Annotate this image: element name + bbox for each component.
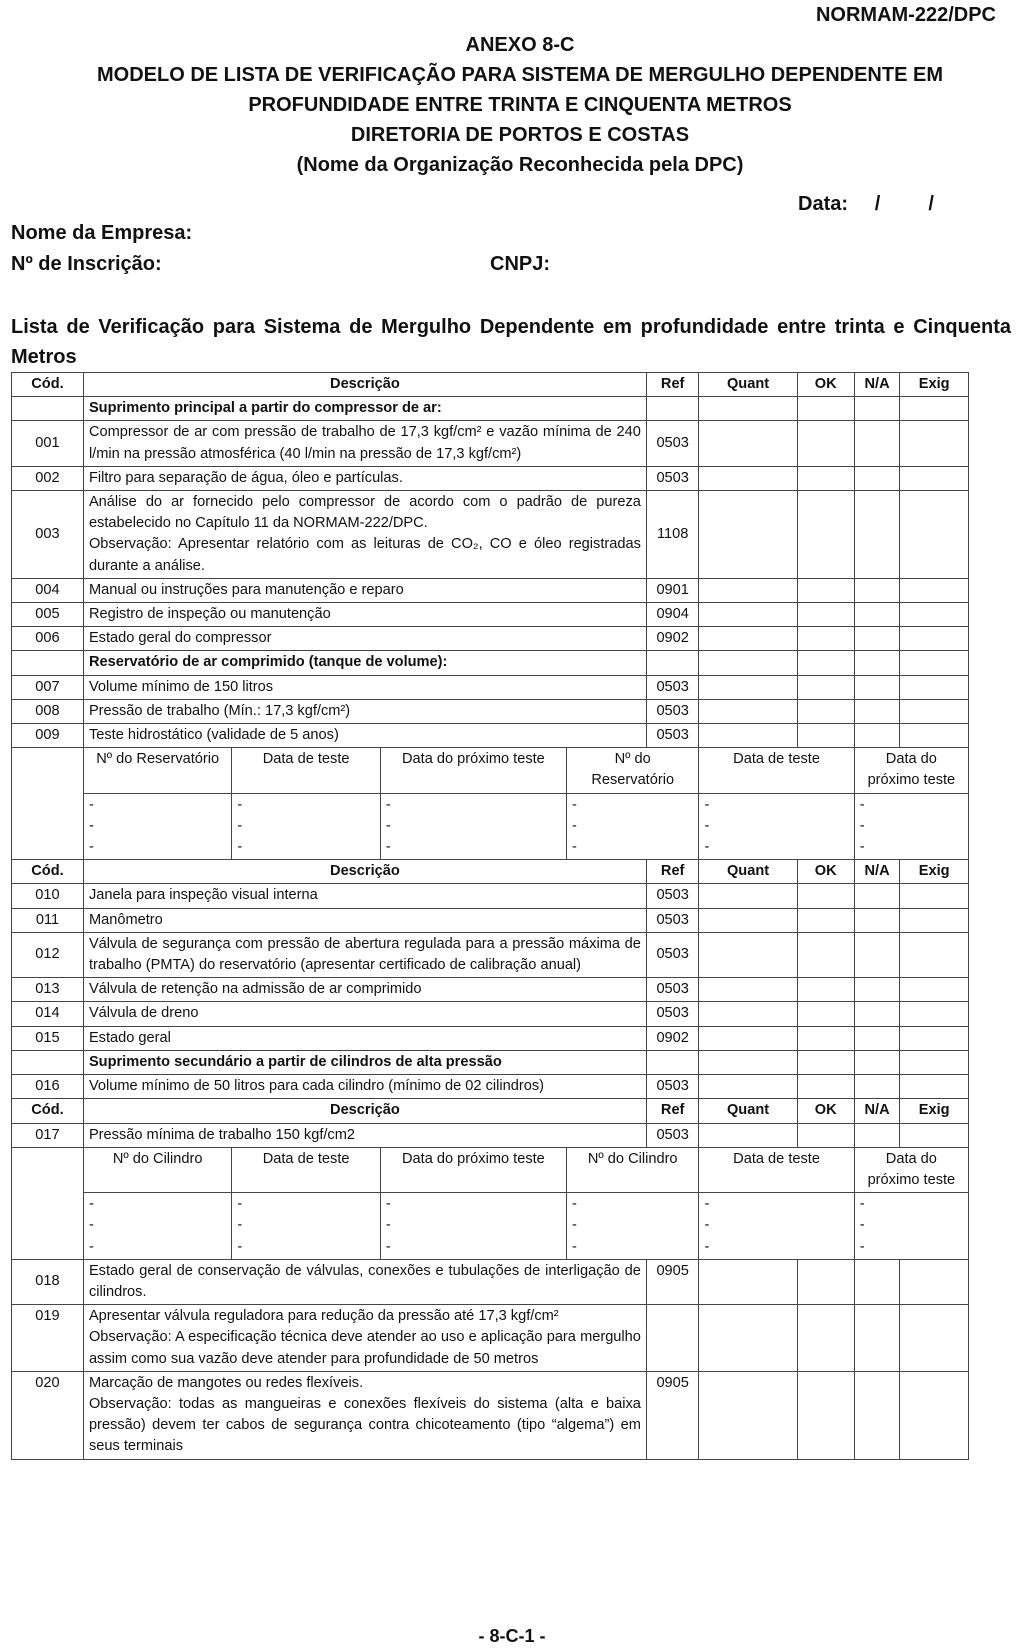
quant-cell[interactable] bbox=[699, 1371, 797, 1459]
col-header-ref: Ref bbox=[646, 373, 699, 397]
table-row bbox=[12, 421, 969, 466]
item-description: Válvula de segurança com pressão de abertura regulada para a pressão máxima de trabalho (PMTA) do reservatório (apresentar certificado de calibração anual) bbox=[83, 932, 646, 977]
item-code: 003 bbox=[12, 491, 84, 579]
item-code: 006 bbox=[12, 627, 84, 651]
table-row bbox=[12, 724, 969, 748]
subgrid-header: Data do próximo teste bbox=[854, 1147, 968, 1192]
page-number: - 8-C-1 - bbox=[478, 1626, 546, 1646]
quant-cell[interactable] bbox=[699, 1002, 797, 1026]
item-ref: 0503 bbox=[646, 1123, 699, 1147]
table-row bbox=[12, 1371, 969, 1459]
exig-cell[interactable] bbox=[900, 675, 969, 699]
date-field bbox=[798, 193, 955, 216]
item-code: 017 bbox=[12, 1123, 84, 1147]
table-row bbox=[12, 1075, 969, 1099]
table-row bbox=[12, 1002, 969, 1026]
item-ref: 0503 bbox=[646, 675, 699, 699]
checklist-table bbox=[11, 372, 969, 1460]
quant-cell[interactable] bbox=[699, 908, 797, 932]
entry-cell[interactable]: - - - bbox=[566, 1193, 698, 1260]
ok-cell[interactable] bbox=[797, 466, 854, 490]
col-header-ok: OK bbox=[797, 1099, 854, 1123]
na-cell[interactable] bbox=[854, 603, 900, 627]
table-row bbox=[12, 932, 969, 977]
subgrid-header: Data de teste bbox=[699, 1147, 854, 1192]
model-title-line2: PROFUNDIDADE ENTRE TRINTA E CINQUENTA METROS bbox=[248, 94, 792, 116]
item-ref: 0503 bbox=[646, 724, 699, 748]
quant-cell[interactable] bbox=[699, 466, 797, 490]
ok-cell[interactable] bbox=[797, 1123, 854, 1147]
section-row bbox=[12, 651, 969, 675]
col-header-quant: Quant bbox=[699, 373, 797, 397]
section-title: Reservatório de ar comprimido (tanque de volume): bbox=[83, 651, 646, 675]
item-code: 005 bbox=[12, 603, 84, 627]
quant-cell[interactable] bbox=[699, 1026, 797, 1050]
item-observation: Observação: todas as mangueiras e conexões flexíveis do sistema (alta e baixa pressão) devem ter cabos de segurança contra chicoteamento (tipo “algema”) em seus terminais bbox=[88, 1395, 641, 1455]
item-description-text: Análise do ar fornecido pelo compressor de acordo com o padrão de pureza estabelecido no Capítulo 11 da NORMAM-222/DPC. bbox=[88, 494, 641, 532]
exig-cell[interactable] bbox=[900, 932, 969, 977]
quant-cell[interactable] bbox=[699, 421, 797, 466]
na-cell[interactable] bbox=[854, 421, 900, 466]
na-cell[interactable] bbox=[854, 884, 900, 908]
item-ref: 0902 bbox=[646, 1026, 699, 1050]
col-header-na: N/A bbox=[854, 860, 900, 884]
na-cell[interactable] bbox=[854, 1026, 900, 1050]
item-description bbox=[83, 1371, 646, 1459]
registration-number-label: Nº de Inscrição: bbox=[11, 253, 162, 275]
item-ref: 0905 bbox=[646, 1259, 699, 1304]
table-header-row bbox=[12, 373, 969, 397]
item-description: Manual ou instruções para manutenção e reparo bbox=[83, 578, 646, 602]
entry-cell[interactable]: - - - bbox=[232, 793, 380, 860]
item-description: Volume mínimo de 150 litros bbox=[83, 675, 646, 699]
table-row bbox=[12, 627, 969, 651]
item-ref: 0503 bbox=[646, 978, 699, 1002]
item-code: 012 bbox=[12, 932, 84, 977]
ok-cell[interactable] bbox=[797, 421, 854, 466]
exig-cell[interactable] bbox=[900, 421, 969, 466]
annex-title: ANEXO 8-C bbox=[465, 34, 575, 56]
exig-cell[interactable] bbox=[900, 724, 969, 748]
quant-cell[interactable] bbox=[699, 578, 797, 602]
item-observation: Observação: Apresentar relatório com as leituras de CO₂, CO e óleo registradas durante a análise. bbox=[88, 536, 641, 574]
item-description-text: Marcação de mangotes ou redes flexíveis. bbox=[88, 1374, 364, 1391]
exig-cell[interactable] bbox=[900, 1026, 969, 1050]
na-cell[interactable] bbox=[854, 1259, 900, 1304]
na-cell[interactable] bbox=[854, 1305, 900, 1372]
quant-cell[interactable] bbox=[699, 1259, 797, 1304]
item-description bbox=[83, 1305, 646, 1372]
exig-cell[interactable] bbox=[900, 884, 969, 908]
item-description: Compressor de ar com pressão de trabalho de 17,3 kgf/cm² e vazão mínima de 240 l/min na pressão atmosférica (40 l/min na pressão de 17,3 kgf/cm²) bbox=[83, 421, 646, 466]
item-code: 016 bbox=[12, 1075, 84, 1099]
table-row bbox=[12, 578, 969, 602]
subgrid-header: Nº do Reservatório bbox=[83, 748, 231, 793]
quant-cell[interactable] bbox=[699, 932, 797, 977]
quant-cell[interactable] bbox=[699, 627, 797, 651]
entry-cell[interactable]: - - - bbox=[854, 1193, 968, 1260]
item-description-text: Apresentar válvula reguladora para redução da pressão até 17,3 kgf/cm² bbox=[88, 1308, 559, 1325]
item-ref: 0503 bbox=[646, 908, 699, 932]
na-cell[interactable] bbox=[854, 466, 900, 490]
item-ref: 1108 bbox=[646, 491, 699, 579]
col-header-na: N/A bbox=[854, 1099, 900, 1123]
entry-cell[interactable]: - - - bbox=[232, 1193, 380, 1260]
item-description: Pressão mínima de trabalho 150 kgf/cm2 bbox=[83, 1123, 646, 1147]
col-header-cod: Cód. bbox=[12, 1099, 84, 1123]
exig-cell[interactable] bbox=[900, 578, 969, 602]
na-cell[interactable] bbox=[854, 578, 900, 602]
entry-cell[interactable]: - - - bbox=[83, 1193, 231, 1260]
ok-cell[interactable] bbox=[797, 724, 854, 748]
col-header-cod: Cód. bbox=[12, 373, 84, 397]
date-separator: / bbox=[874, 193, 881, 215]
item-code: 015 bbox=[12, 1026, 84, 1050]
section-row bbox=[12, 397, 969, 421]
exig-cell[interactable] bbox=[900, 491, 969, 579]
quant-cell[interactable] bbox=[699, 884, 797, 908]
cylinder-entry-row bbox=[12, 1193, 969, 1260]
cylinder-header-row bbox=[12, 1147, 969, 1192]
item-description: Filtro para separação de água, óleo e partículas. bbox=[83, 466, 646, 490]
ok-cell[interactable] bbox=[797, 978, 854, 1002]
col-header-descricao: Descrição bbox=[83, 860, 646, 884]
item-ref: 0905 bbox=[646, 1371, 699, 1459]
item-description: Pressão de trabalho (Mín.: 17,3 kgf/cm²) bbox=[83, 699, 646, 723]
date-separator: / bbox=[928, 193, 934, 215]
exig-cell[interactable] bbox=[900, 1075, 969, 1099]
entry-cell[interactable]: - - - bbox=[83, 793, 231, 860]
col-header-cod: Cód. bbox=[12, 860, 84, 884]
exig-cell[interactable] bbox=[900, 466, 969, 490]
subgrid-header: Nº do Reservatório bbox=[566, 748, 698, 793]
entry-cell[interactable]: - - - bbox=[699, 793, 854, 860]
entry-cell[interactable]: - - - bbox=[380, 1193, 566, 1260]
exig-cell[interactable] bbox=[900, 1002, 969, 1026]
quant-cell[interactable] bbox=[699, 978, 797, 1002]
item-ref: 0503 bbox=[646, 932, 699, 977]
subgrid-header: Data de teste bbox=[699, 748, 854, 793]
document-reference: NORMAM-222/DPC bbox=[815, 4, 996, 26]
cnpj-label: CNPJ: bbox=[490, 253, 551, 275]
subgrid-header: Nº do Cilindro bbox=[566, 1147, 698, 1192]
col-header-na: N/A bbox=[854, 373, 900, 397]
item-description: Válvula de dreno bbox=[83, 1002, 646, 1026]
item-ref: 0503 bbox=[646, 466, 699, 490]
table-row bbox=[12, 908, 969, 932]
quant-cell[interactable] bbox=[699, 1075, 797, 1099]
table-row bbox=[12, 466, 969, 490]
subgrid-header: Data de teste bbox=[232, 748, 380, 793]
ok-cell[interactable] bbox=[797, 884, 854, 908]
entry-cell[interactable]: - - - bbox=[854, 793, 968, 860]
ok-cell[interactable] bbox=[797, 932, 854, 977]
quant-cell[interactable] bbox=[699, 1305, 797, 1372]
item-code: 010 bbox=[12, 884, 84, 908]
table-row bbox=[12, 978, 969, 1002]
item-description: Estado geral do compressor bbox=[83, 627, 646, 651]
item-ref: 0901 bbox=[646, 578, 699, 602]
item-description bbox=[83, 491, 646, 579]
subgrid-header: Nº do Cilindro bbox=[83, 1147, 231, 1192]
col-header-quant: Quant bbox=[699, 1099, 797, 1123]
checklist-title: Lista de Verificação para Sistema de Mergulho Dependente em profundidade entre trinta e Cinquenta Metros bbox=[11, 316, 1011, 368]
col-header-descricao: Descrição bbox=[83, 373, 646, 397]
subgrid-header: Data de teste bbox=[232, 1147, 380, 1192]
na-cell[interactable] bbox=[854, 908, 900, 932]
section-row bbox=[12, 1050, 969, 1074]
na-cell[interactable] bbox=[854, 491, 900, 579]
table-row bbox=[12, 1123, 969, 1147]
na-cell[interactable] bbox=[854, 1123, 900, 1147]
subgrid-header: Data do próximo teste bbox=[380, 748, 566, 793]
col-header-descricao: Descrição bbox=[83, 1099, 646, 1123]
item-code: 014 bbox=[12, 1002, 84, 1026]
col-header-ok: OK bbox=[797, 860, 854, 884]
company-name-label: Nome da Empresa: bbox=[11, 222, 193, 244]
quant-cell[interactable] bbox=[699, 603, 797, 627]
item-description: Manômetro bbox=[83, 908, 646, 932]
col-header-exig: Exig bbox=[900, 373, 969, 397]
table-row bbox=[12, 675, 969, 699]
item-code: 011 bbox=[12, 908, 84, 932]
ok-cell[interactable] bbox=[797, 675, 854, 699]
ok-cell[interactable] bbox=[797, 1305, 854, 1372]
quant-cell[interactable] bbox=[699, 724, 797, 748]
quant-cell[interactable] bbox=[699, 675, 797, 699]
item-code: 013 bbox=[12, 978, 84, 1002]
item-description: Teste hidrostático (validade de 5 anos) bbox=[83, 724, 646, 748]
ok-cell[interactable] bbox=[797, 627, 854, 651]
na-cell[interactable] bbox=[854, 627, 900, 651]
item-description: Volume mínimo de 50 litros para cada cilindro (mínimo de 02 cilindros) bbox=[83, 1075, 646, 1099]
quant-cell[interactable] bbox=[699, 1123, 797, 1147]
ok-cell[interactable] bbox=[797, 491, 854, 579]
col-header-exig: Exig bbox=[900, 860, 969, 884]
exig-cell[interactable] bbox=[900, 627, 969, 651]
reservoir-header-row bbox=[12, 748, 969, 793]
item-ref: 0503 bbox=[646, 1002, 699, 1026]
ok-cell[interactable] bbox=[797, 1259, 854, 1304]
table-row bbox=[12, 884, 969, 908]
entry-cell[interactable]: - - - bbox=[699, 1193, 854, 1260]
table-header-row bbox=[12, 860, 969, 884]
item-code: 009 bbox=[12, 724, 84, 748]
exig-cell[interactable] bbox=[900, 908, 969, 932]
table-header-row bbox=[12, 1099, 969, 1123]
item-ref: 0503 bbox=[646, 1075, 699, 1099]
item-code: 004 bbox=[12, 578, 84, 602]
item-code: 007 bbox=[12, 675, 84, 699]
item-observation: Observação: A especificação técnica deve atender ao uso e aplicação para mergulho assim como sua vazão deve atender para profundidade de 50 metros bbox=[88, 1329, 641, 1367]
model-title-line1: MODELO DE LISTA DE VERIFICAÇÃO PARA SISTEMA DE MERGULHO DEPENDENTE EM bbox=[97, 64, 943, 86]
date-label: Data: bbox=[798, 193, 849, 215]
item-code: 008 bbox=[12, 699, 84, 723]
item-ref: 0503 bbox=[646, 699, 699, 723]
item-ref: 0503 bbox=[646, 884, 699, 908]
item-code: 020 bbox=[12, 1371, 84, 1459]
table-row bbox=[12, 1305, 969, 1372]
exig-cell[interactable] bbox=[900, 1259, 969, 1304]
na-cell[interactable] bbox=[854, 932, 900, 977]
exig-cell[interactable] bbox=[900, 699, 969, 723]
ok-cell[interactable] bbox=[797, 603, 854, 627]
quant-cell[interactable] bbox=[699, 699, 797, 723]
item-code: 002 bbox=[12, 466, 84, 490]
col-header-ref: Ref bbox=[646, 1099, 699, 1123]
item-description: Registro de inspeção ou manutenção bbox=[83, 603, 646, 627]
col-header-ref: Ref bbox=[646, 860, 699, 884]
item-ref: 0904 bbox=[646, 603, 699, 627]
col-header-quant: Quant bbox=[699, 860, 797, 884]
ok-cell[interactable] bbox=[797, 1075, 854, 1099]
na-cell[interactable] bbox=[854, 1075, 900, 1099]
item-code: 001 bbox=[12, 421, 84, 466]
entry-cell[interactable]: - - - bbox=[566, 793, 698, 860]
item-description: Estado geral de conservação de válvulas, conexões e tubulações de interligação de cilindros. bbox=[83, 1259, 646, 1304]
na-cell[interactable] bbox=[854, 699, 900, 723]
document-title-block bbox=[40, 30, 1000, 180]
exig-cell[interactable] bbox=[900, 1123, 969, 1147]
table-row bbox=[12, 699, 969, 723]
na-cell[interactable] bbox=[854, 675, 900, 699]
exig-cell[interactable] bbox=[900, 978, 969, 1002]
ok-cell[interactable] bbox=[797, 578, 854, 602]
section-title: Suprimento principal a partir do compressor de ar: bbox=[83, 397, 646, 421]
col-header-exig: Exig bbox=[900, 1099, 969, 1123]
item-description: Estado geral bbox=[83, 1026, 646, 1050]
quant-cell[interactable] bbox=[699, 491, 797, 579]
ok-cell[interactable] bbox=[797, 1371, 854, 1459]
item-description: Janela para inspeção visual interna bbox=[83, 884, 646, 908]
exig-cell[interactable] bbox=[900, 603, 969, 627]
item-ref bbox=[646, 1305, 699, 1372]
directorate-title: DIRETORIA DE PORTOS E COSTAS bbox=[350, 124, 690, 146]
ok-cell[interactable] bbox=[797, 1026, 854, 1050]
table-row bbox=[12, 491, 969, 579]
section-title: Suprimento secundário a partir de cilindros de alta pressão bbox=[83, 1050, 646, 1074]
ok-cell[interactable] bbox=[797, 1002, 854, 1026]
na-cell[interactable] bbox=[854, 1371, 900, 1459]
table-row bbox=[12, 1259, 969, 1304]
ok-cell[interactable] bbox=[797, 908, 854, 932]
item-code: 019 bbox=[12, 1305, 84, 1372]
reservoir-entry-row bbox=[12, 793, 969, 860]
table-row bbox=[12, 603, 969, 627]
item-ref: 0902 bbox=[646, 627, 699, 651]
table-row bbox=[12, 1026, 969, 1050]
item-ref: 0503 bbox=[646, 421, 699, 466]
subgrid-header: Data do próximo teste bbox=[380, 1147, 566, 1192]
col-header-ok: OK bbox=[797, 373, 854, 397]
na-cell[interactable] bbox=[854, 978, 900, 1002]
na-cell[interactable] bbox=[854, 724, 900, 748]
entry-cell[interactable]: - - - bbox=[380, 793, 566, 860]
subgrid-header: Data do próximo teste bbox=[854, 748, 968, 793]
item-description: Válvula de retenção na admissão de ar comprimido bbox=[83, 978, 646, 1002]
exig-cell[interactable] bbox=[900, 1305, 969, 1372]
organization-title: (Nome da Organização Reconhecida pela DPC) bbox=[296, 154, 744, 176]
exig-cell[interactable] bbox=[900, 1371, 969, 1459]
item-code: 018 bbox=[12, 1259, 84, 1304]
ok-cell[interactable] bbox=[797, 699, 854, 723]
na-cell[interactable] bbox=[854, 1002, 900, 1026]
